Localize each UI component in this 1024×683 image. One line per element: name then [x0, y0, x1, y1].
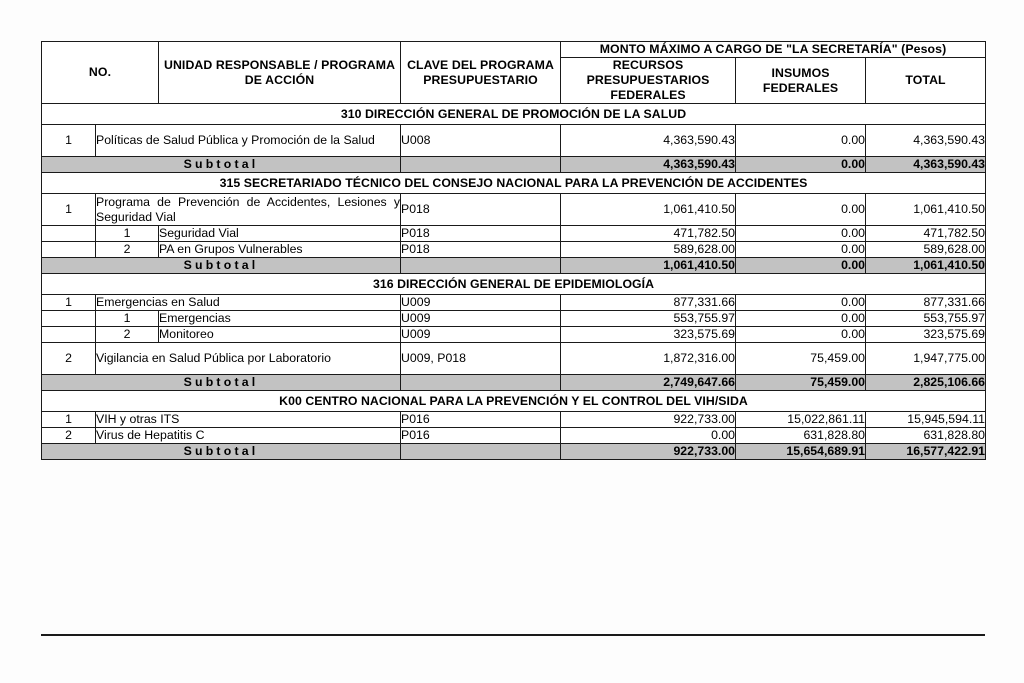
row-recursos: 4,363,590.43 — [561, 125, 736, 157]
table-row — [42, 226, 986, 242]
subtotal-clave-blank — [401, 157, 561, 173]
row-number: 1 — [42, 412, 96, 428]
row-program-name: Monitoreo — [159, 327, 401, 343]
budget-table — [41, 41, 986, 460]
row-program-name: PA en Grupos Vulnerables — [159, 242, 401, 258]
subtotal-clave-blank — [401, 444, 561, 460]
subtotal-recursos: 922,733.00 — [561, 444, 736, 460]
header-insumos: INSUMOS FEDERALES — [736, 58, 866, 104]
row-recursos: 877,331.66 — [561, 295, 736, 311]
row-clave: U009 — [401, 311, 561, 327]
header-total: TOTAL — [866, 58, 986, 104]
subtotal-row — [42, 375, 986, 391]
row-total: 553,755.97 — [866, 311, 986, 327]
row-number — [42, 242, 96, 258]
row-clave: U009 — [401, 295, 561, 311]
table-row — [42, 125, 986, 157]
row-clave: U009 — [401, 327, 561, 343]
row-recursos: 0.00 — [561, 428, 736, 444]
row-insumos: 631,828.80 — [736, 428, 866, 444]
row-program-name: Programa de Prevención de Accidentes, Lesiones y Seguridad Vial — [96, 194, 401, 224]
row-clave: P016 — [401, 412, 561, 428]
row-number: 2 — [42, 428, 96, 444]
row-clave: U009, P018 — [401, 343, 561, 375]
table-header — [42, 42, 986, 104]
table-row — [42, 295, 986, 311]
section-banner: 310 DIRECCIÓN GENERAL DE PROMOCIÓN DE LA SALUD — [42, 104, 986, 125]
subtotal-total: 16,577,422.91 — [866, 444, 986, 460]
row-insumos: 0.00 — [736, 311, 866, 327]
subtotal-clave-blank — [401, 258, 561, 274]
row-subnumber: 1 — [96, 311, 159, 327]
section-banner-row — [42, 274, 986, 295]
page-bottom-margin — [0, 636, 1024, 683]
subtotal-recursos: 4,363,590.43 — [561, 157, 736, 173]
table-row — [42, 327, 986, 343]
header-unit-program: UNIDAD RESPONSABLE / PROGRAMA DE ACCIÓN — [159, 42, 401, 104]
subtotal-label: Subtotal — [42, 157, 401, 173]
row-clave: P016 — [401, 428, 561, 444]
subtotal-insumos: 15,654,689.91 — [736, 444, 866, 460]
subtotal-label: Subtotal — [42, 444, 401, 460]
row-total: 877,331.66 — [866, 295, 986, 311]
section-banner-row — [42, 173, 986, 194]
row-recursos: 553,755.97 — [561, 311, 736, 327]
row-insumos: 15,022,861.11 — [736, 412, 866, 428]
subtotal-recursos: 1,061,410.50 — [561, 258, 736, 274]
row-clave: P018 — [401, 226, 561, 242]
row-program-name: Emergencias — [159, 311, 401, 327]
row-subnumber: 2 — [96, 242, 159, 258]
row-total: 15,945,594.11 — [866, 412, 986, 428]
row-clave: P018 — [401, 194, 561, 226]
row-recursos: 589,628.00 — [561, 242, 736, 258]
row-clave: P018 — [401, 242, 561, 258]
subtotal-insumos: 0.00 — [736, 258, 866, 274]
row-program-name: Virus de Hepatitis C — [96, 428, 401, 444]
row-total: 471,782.50 — [866, 226, 986, 242]
subtotal-total: 1,061,410.50 — [866, 258, 986, 274]
subtotal-total: 4,363,590.43 — [866, 157, 986, 173]
subtotal-clave-blank — [401, 375, 561, 391]
section-banner: K00 CENTRO NACIONAL PARA LA PREVENCIÓN Y EL CONTROL DEL VIH/SIDA — [42, 391, 986, 412]
row-program-name: Vigilancia en Salud Pública por Laboratorio — [96, 343, 401, 375]
table-row — [42, 412, 986, 428]
row-total: 1,947,775.00 — [866, 343, 986, 375]
section-banner: 316 DIRECCIÓN GENERAL DE EPIDEMIOLOGÍA — [42, 274, 986, 295]
row-program-name: Emergencias en Salud — [96, 295, 401, 311]
row-number: 1 — [42, 194, 96, 226]
row-subnumber: 1 — [96, 226, 159, 242]
subtotal-row — [42, 157, 986, 173]
subtotal-total: 2,825,106.66 — [866, 375, 986, 391]
subtotal-row — [42, 258, 986, 274]
row-number: 1 — [42, 125, 96, 157]
row-insumos: 0.00 — [736, 242, 866, 258]
row-program-name: Seguridad Vial — [159, 226, 401, 242]
row-total: 323,575.69 — [866, 327, 986, 343]
row-subnumber: 2 — [96, 327, 159, 343]
section-banner-row — [42, 104, 986, 125]
row-program-name: VIH y otras ITS — [96, 412, 401, 428]
row-insumos: 0.00 — [736, 295, 866, 311]
row-number: 1 — [42, 295, 96, 311]
row-total: 589,628.00 — [866, 242, 986, 258]
header-no: NO. — [42, 42, 159, 104]
header-monto-group: MONTO MÁXIMO A CARGO DE "LA SECRETARÍA" (Pesos) — [561, 42, 986, 58]
header-row-top — [42, 42, 986, 58]
row-insumos: 0.00 — [736, 226, 866, 242]
subtotal-label: Subtotal — [42, 375, 401, 391]
subtotal-recursos: 2,749,647.66 — [561, 375, 736, 391]
row-number — [42, 311, 96, 327]
header-recursos: RECURSOS PRESUPUESTARIOS FEDERALES — [561, 58, 736, 104]
row-number — [42, 327, 96, 343]
table-row — [42, 194, 986, 226]
table-body — [42, 104, 986, 460]
table-row — [42, 311, 986, 327]
row-total: 4,363,590.43 — [866, 125, 986, 157]
row-total: 1,061,410.50 — [866, 194, 986, 226]
row-recursos: 1,061,410.50 — [561, 194, 736, 226]
row-recursos: 1,872,316.00 — [561, 343, 736, 375]
row-recursos: 922,733.00 — [561, 412, 736, 428]
row-insumos: 75,459.00 — [736, 343, 866, 375]
row-insumos: 0.00 — [736, 194, 866, 226]
row-number — [42, 226, 96, 242]
row-number: 2 — [42, 343, 96, 375]
row-clave: U008 — [401, 125, 561, 157]
subtotal-label: Subtotal — [42, 258, 401, 274]
section-banner: 315 SECRETARIADO TÉCNICO DEL CONSEJO NACIONAL PARA LA PREVENCIÓN DE ACCIDENTES — [42, 173, 986, 194]
row-recursos: 471,782.50 — [561, 226, 736, 242]
section-banner-row — [42, 391, 986, 412]
budget-table-container — [41, 41, 985, 460]
header-clave: CLAVE DEL PROGRAMA PRESUPUESTARIO — [401, 42, 561, 104]
table-row — [42, 242, 986, 258]
subtotal-row — [42, 444, 986, 460]
row-total: 631,828.80 — [866, 428, 986, 444]
row-recursos: 323,575.69 — [561, 327, 736, 343]
table-row — [42, 343, 986, 375]
row-insumos: 0.00 — [736, 327, 866, 343]
row-program-name: Políticas de Salud Pública y Promoción de la Salud — [96, 125, 401, 157]
subtotal-insumos: 75,459.00 — [736, 375, 866, 391]
row-insumos: 0.00 — [736, 125, 866, 157]
subtotal-insumos: 0.00 — [736, 157, 866, 173]
table-row — [42, 428, 986, 444]
